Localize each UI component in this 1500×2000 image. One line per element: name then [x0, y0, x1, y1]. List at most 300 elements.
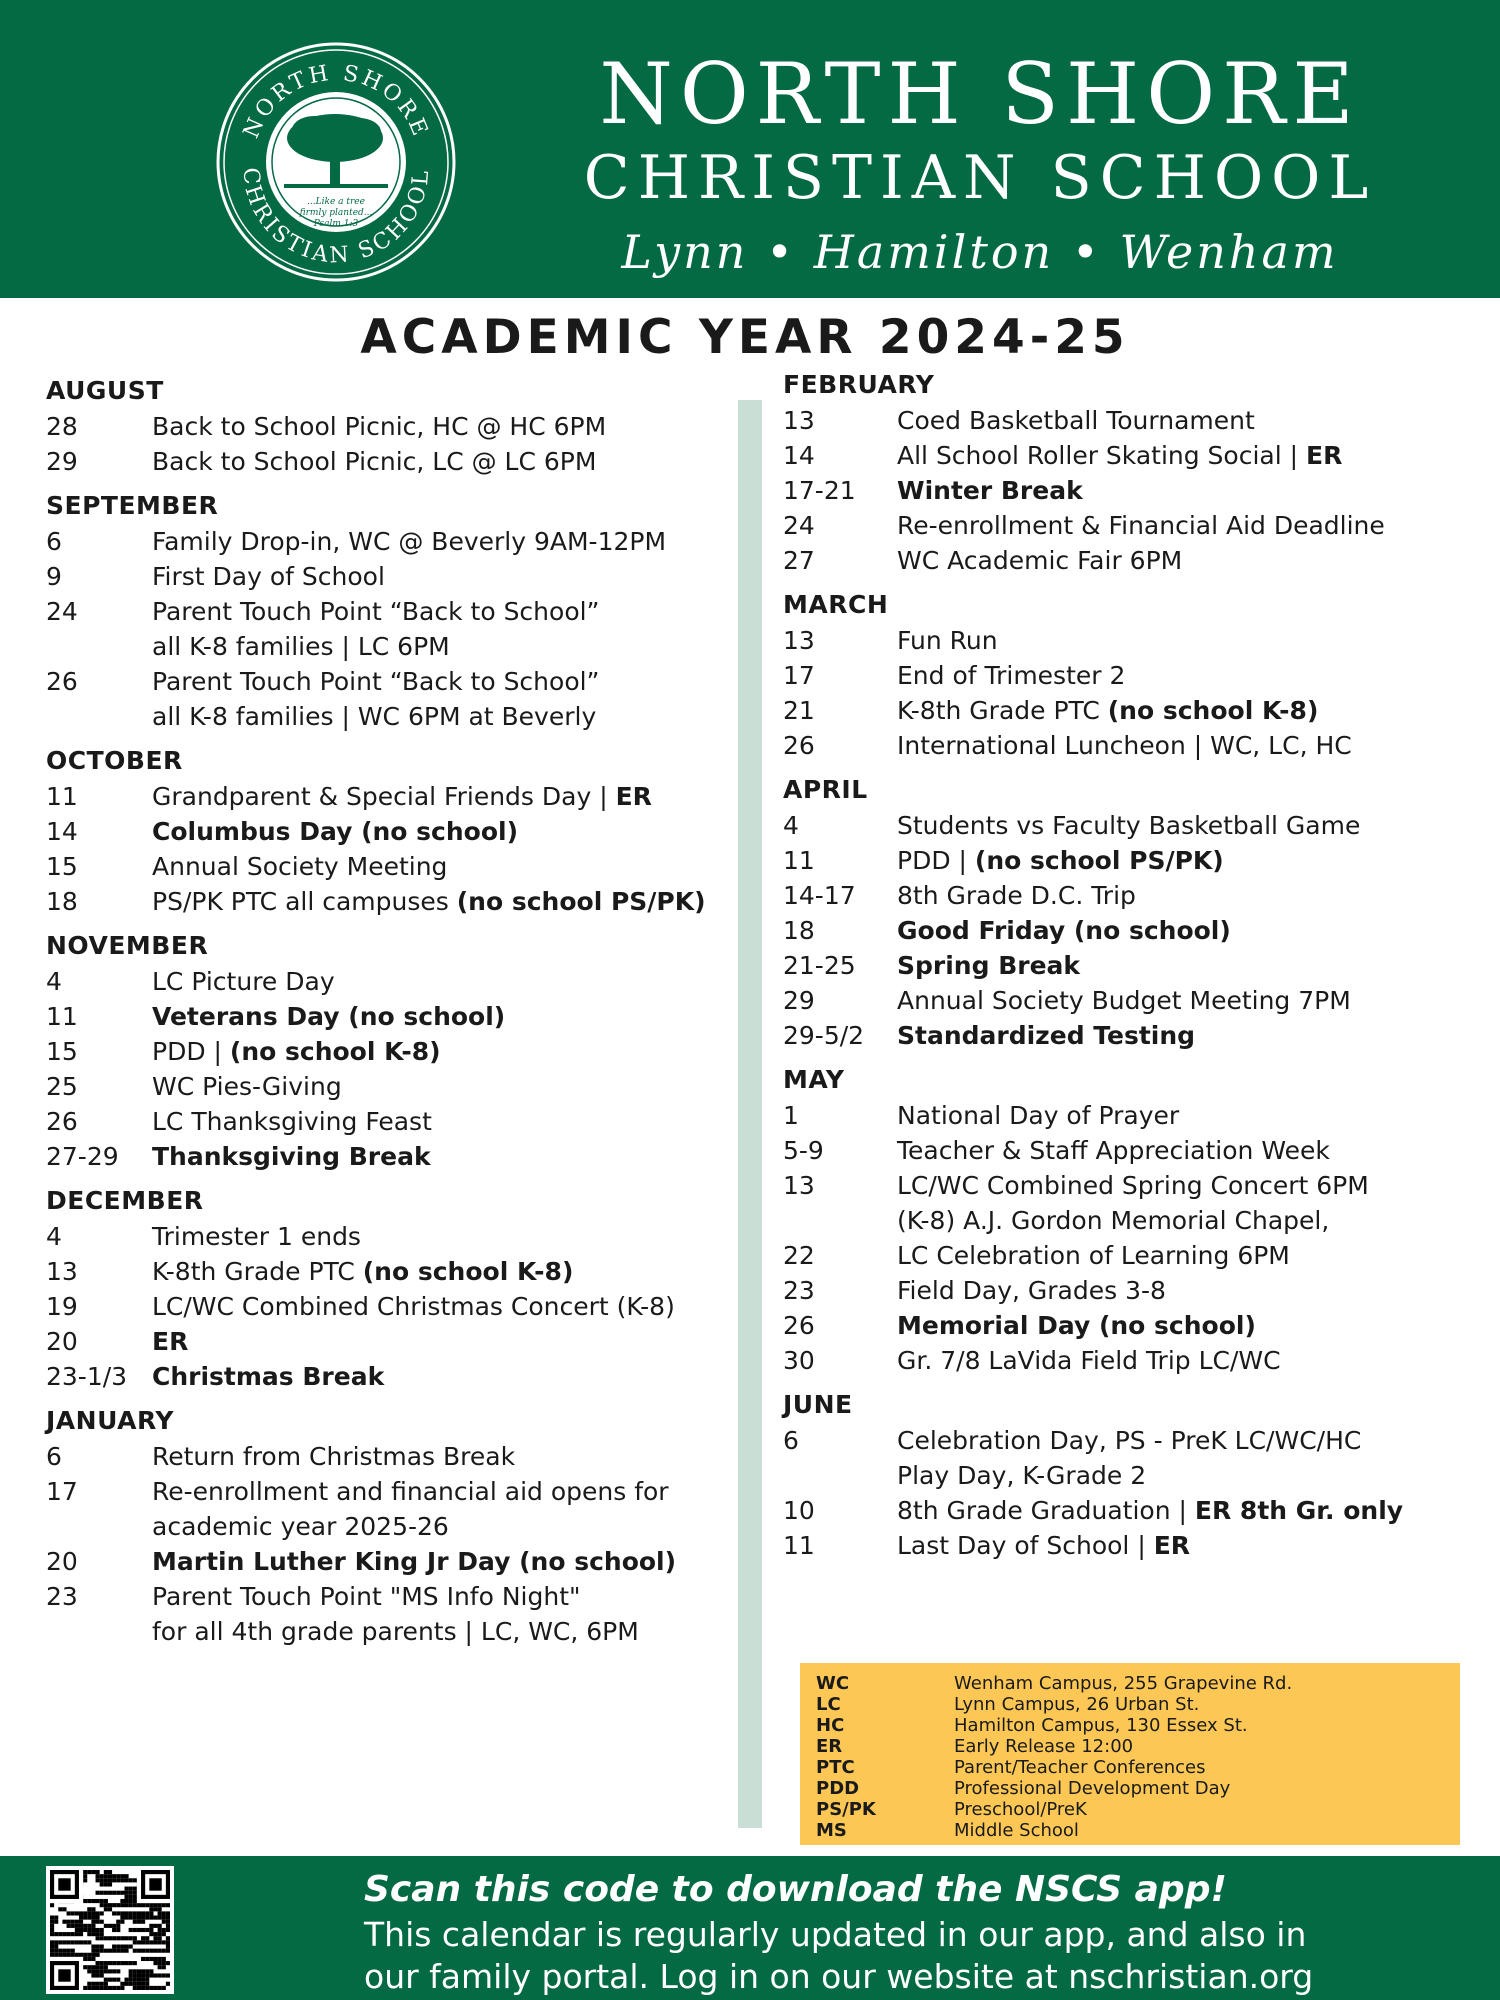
event-text-line [897, 508, 1473, 543]
event-text: LC/WC Combined Christmas Concert (K-8) [152, 1292, 675, 1321]
school-name [500, 44, 1460, 292]
event-date: 13 [46, 1257, 78, 1286]
calendar-event [783, 913, 1473, 948]
event-description [152, 1474, 736, 1544]
calendar-event [783, 948, 1473, 983]
legend-key: PTC [816, 1757, 855, 1778]
event-text-line [897, 1423, 1473, 1458]
event-text-line [152, 884, 736, 919]
legend-row [816, 1736, 1444, 1757]
calendar-event [46, 1324, 736, 1359]
legend-key: WC [816, 1673, 850, 1694]
event-description [152, 559, 736, 594]
event-description [897, 728, 1473, 763]
school-name-line2: CHRISTIAN SCHOOL [583, 143, 1377, 213]
calendar-event [46, 849, 736, 884]
event-description [152, 444, 736, 479]
event-text-line2: for all 4th grade parents | LC, WC, 6PM [152, 1617, 639, 1646]
event-date: 5-9 [783, 1136, 824, 1165]
event-text-line [152, 1359, 736, 1394]
event-text-line [152, 779, 736, 814]
calendar-left-column [46, 376, 736, 1649]
event-text-line [152, 1139, 736, 1174]
event-description [897, 1423, 1473, 1493]
event-description [897, 1133, 1473, 1168]
event-text: LC/WC Combined Spring Concert 6PM [897, 1171, 1369, 1200]
month-heading: MARCH [783, 590, 889, 619]
event-description [152, 779, 736, 814]
campus-list: Lynn • Hamilton • Wenham [621, 225, 1339, 279]
event-date: 24 [46, 597, 78, 626]
event-date: 4 [783, 811, 799, 840]
event-text-line [152, 1474, 736, 1509]
event-description [152, 1104, 736, 1139]
calendar-event [783, 1018, 1473, 1053]
event-description [897, 1308, 1473, 1343]
calendar-event [783, 1168, 1473, 1238]
event-date: 6 [46, 1442, 62, 1471]
event-description [152, 1324, 736, 1359]
calendar-event [46, 1139, 736, 1174]
page-title: ACADEMIC YEAR 2024-25 [360, 310, 1130, 365]
event-description [897, 913, 1473, 948]
legend-row [816, 1694, 1444, 1715]
event-description [152, 664, 736, 734]
calendar-event [783, 473, 1473, 508]
event-date: 11 [783, 1531, 815, 1560]
event-text-bold: (no school K-8) [229, 1037, 441, 1066]
event-date: 25 [46, 1072, 78, 1101]
legend-key: LC [816, 1694, 841, 1715]
event-date: 6 [783, 1426, 799, 1455]
calendar-event [783, 543, 1473, 578]
event-description [152, 1579, 736, 1649]
event-date: 17 [783, 661, 815, 690]
event-text: Parent Touch Point "MS Info Night" [152, 1582, 581, 1611]
event-text-line [152, 594, 736, 629]
footer-text [364, 1866, 1484, 1998]
legend-key: HC [816, 1715, 845, 1736]
event-text-line [152, 1219, 736, 1254]
event-description [897, 1493, 1473, 1528]
svg-text:Psalm 1:3: Psalm 1:3 [313, 219, 359, 229]
event-description [152, 964, 736, 999]
calendar-event [46, 1544, 736, 1579]
month-heading: JUNE [783, 1390, 853, 1419]
event-description [152, 1359, 736, 1394]
event-text-line [897, 1098, 1473, 1133]
legend-row [816, 1799, 1444, 1820]
event-description [152, 1544, 736, 1579]
event-date: 9 [46, 562, 62, 591]
event-text-line2: all K-8 families | WC 6PM at Beverly [152, 702, 597, 731]
event-date: 29-5/2 [783, 1021, 865, 1050]
event-description [152, 1069, 736, 1104]
calendar-event [46, 814, 736, 849]
qr-code-icon[interactable] [46, 1866, 174, 1994]
event-date: 15 [46, 1037, 78, 1066]
event-date: 10 [783, 1496, 815, 1525]
event-text: All School Roller Skating Social | [897, 441, 1306, 470]
event-text-line [897, 473, 1473, 508]
event-text-bold: ER [615, 782, 652, 811]
event-text-bold: ER [1153, 1531, 1191, 1560]
event-text-line [152, 849, 736, 884]
event-text-line [897, 1018, 1473, 1053]
event-text-line [897, 1168, 1473, 1203]
event-date: 14 [46, 817, 78, 846]
event-text-bold: (no school K-8) [1107, 696, 1319, 725]
event-description [897, 623, 1473, 658]
event-text-line [897, 1273, 1473, 1308]
event-text-line [897, 728, 1473, 763]
event-text: Family Drop-in, WC @ Beverly 9AM-12PM [152, 527, 667, 556]
column-divider [738, 400, 762, 1828]
event-date: 14 [783, 441, 815, 470]
calendar-event [783, 1493, 1473, 1528]
event-date: 13 [783, 626, 815, 655]
legend-value: Parent/Teacher Conferences [954, 1757, 1206, 1778]
legend-row [816, 1778, 1444, 1799]
event-text: International Luncheon | WC, LC, HC [897, 731, 1352, 760]
legend-key: ER [816, 1736, 843, 1757]
app-download-headline: Scan this code to download the NSCS app! [364, 1869, 1227, 1910]
legend-value: Early Release 12:00 [954, 1736, 1134, 1757]
calendar-event [46, 964, 736, 999]
month-heading: NOVEMBER [46, 931, 209, 960]
event-date: 15 [46, 852, 78, 881]
calendar-event [46, 1359, 736, 1394]
event-text-bold: (no school PS/PK) [456, 887, 706, 916]
event-text: WC Pies-Giving [152, 1072, 342, 1101]
calendar-right-column [783, 370, 1473, 1563]
event-description [897, 983, 1473, 1018]
month-heading: FEBRUARY [783, 370, 935, 399]
legend-row [816, 1757, 1444, 1778]
month-heading: MAY [783, 1065, 845, 1094]
calendar-event [783, 508, 1473, 543]
calendar-event [783, 1098, 1473, 1133]
calendar-event [46, 559, 736, 594]
event-date: 20 [46, 1327, 78, 1356]
calendar-event [783, 843, 1473, 878]
calendar-event [783, 693, 1473, 728]
event-date: 6 [46, 527, 62, 556]
event-date: 1 [783, 1101, 799, 1130]
event-description [152, 1439, 736, 1474]
event-date: 18 [46, 887, 78, 916]
event-text: Grandparent & Special Friends Day | [152, 782, 616, 811]
event-text-line [897, 1133, 1473, 1168]
event-text-line [897, 983, 1473, 1018]
event-description [152, 1034, 736, 1069]
event-text-line [897, 1238, 1473, 1273]
event-text-bold: Winter Break [897, 476, 1083, 505]
event-description [897, 403, 1473, 438]
svg-text:CHRISTIAN SCHOOL: CHRISTIAN SCHOOL [237, 166, 435, 269]
event-description [152, 849, 736, 884]
calendar-event [46, 1034, 736, 1069]
event-description [897, 693, 1473, 728]
event-text-line [152, 409, 736, 444]
event-text-line [897, 843, 1473, 878]
event-text: LC Thanksgiving Feast [152, 1107, 432, 1136]
event-text-line [897, 1493, 1473, 1528]
event-description [152, 1254, 736, 1289]
event-date: 4 [46, 1222, 62, 1251]
event-text: K-8th Grade PTC [897, 696, 1108, 725]
event-text-bold: Veterans Day (no school) [152, 1002, 506, 1031]
calendar-event [783, 1343, 1473, 1378]
month-heading: OCTOBER [46, 746, 183, 775]
footer-banner [0, 1856, 1500, 2000]
event-text: WC Academic Fair 6PM [897, 546, 1183, 575]
calendar-event [46, 1289, 736, 1324]
event-date: 28 [46, 412, 78, 441]
event-text: Return from Christmas Break [152, 1442, 516, 1471]
event-date: 24 [783, 511, 815, 540]
event-text-line [152, 964, 736, 999]
event-text-line [897, 403, 1473, 438]
event-description [897, 508, 1473, 543]
event-date: 26 [46, 667, 78, 696]
event-description [897, 543, 1473, 578]
event-text-line [152, 1104, 736, 1139]
event-text-line [897, 1343, 1473, 1378]
event-text: Re-enrollment & Financial Aid Deadline [897, 511, 1385, 540]
event-description [897, 878, 1473, 913]
calendar-event [783, 983, 1473, 1018]
event-text: Trimester 1 ends [152, 1222, 361, 1251]
event-description [152, 999, 736, 1034]
event-date: 17-21 [783, 476, 856, 505]
event-text-line2: Play Day, K-Grade 2 [897, 1461, 1147, 1490]
event-text-bold: ER [1306, 441, 1343, 470]
event-text: Field Day, Grades 3-8 [897, 1276, 1166, 1305]
legend-value: Hamilton Campus, 130 Essex St. [954, 1715, 1248, 1736]
event-description [152, 524, 736, 559]
calendar-event [46, 884, 736, 919]
event-date: 23 [783, 1276, 815, 1305]
calendar-event [783, 1133, 1473, 1168]
event-date: 26 [783, 731, 815, 760]
event-text-line [152, 1254, 736, 1289]
event-description [152, 1219, 736, 1254]
calendar-event [46, 1474, 736, 1544]
calendar-event [783, 1528, 1473, 1563]
event-description [897, 658, 1473, 693]
legend-key: MS [816, 1820, 847, 1841]
event-description [897, 1168, 1473, 1238]
calendar-event [46, 779, 736, 814]
event-text-bold: Standardized Testing [897, 1021, 1196, 1050]
calendar-event [46, 1579, 736, 1649]
footer-line-1: This calendar is regularly updated in our app, and also in [364, 1915, 1307, 1954]
event-date: 27 [783, 546, 815, 575]
event-text: Parent Touch Point “Back to School” [152, 667, 600, 696]
event-text-line [897, 948, 1473, 983]
calendar-event [46, 999, 736, 1034]
event-text: Last Day of School | [897, 1531, 1154, 1560]
calendar-event [783, 1238, 1473, 1273]
event-date: 19 [46, 1292, 78, 1321]
event-text-line [152, 1289, 736, 1324]
calendar-event [46, 594, 736, 664]
event-date: 4 [46, 967, 62, 996]
calendar-event [783, 878, 1473, 913]
month-heading: DECEMBER [46, 1186, 204, 1215]
event-text-line [152, 1324, 736, 1359]
event-text: 8th Grade D.C. Trip [897, 881, 1136, 910]
calendar-event [46, 444, 736, 479]
event-text-bold: ER [152, 1327, 189, 1356]
event-text-bold: Spring Break [897, 951, 1081, 980]
svg-text:NORTH SHORE: NORTH SHORE [238, 60, 434, 142]
event-text-line [897, 438, 1473, 473]
event-text-line [897, 693, 1473, 728]
calendar-event [46, 1104, 736, 1139]
legend-value: Middle School [954, 1820, 1079, 1841]
svg-text:...Like a tree: ...Like a tree [307, 197, 365, 207]
event-text-bold: (no school PS/PK) [974, 846, 1224, 875]
event-date: 30 [783, 1346, 815, 1375]
event-description [897, 1273, 1473, 1308]
calendar-event [46, 664, 736, 734]
event-text: K-8th Grade PTC [152, 1257, 363, 1286]
event-text-bold: Martin Luther King Jr Day (no school) [152, 1547, 677, 1576]
month-heading: JANUARY [46, 1406, 174, 1435]
event-description [897, 948, 1473, 983]
event-text: PS/PK PTC all campuses [152, 887, 457, 916]
calendar-event [46, 1439, 736, 1474]
event-text: LC Celebration of Learning 6PM [897, 1241, 1290, 1270]
event-date: 23 [46, 1582, 78, 1611]
event-description [152, 409, 736, 444]
event-date: 29 [783, 986, 815, 1015]
event-text-line2: all K-8 families | LC 6PM [152, 632, 450, 661]
event-text: Students vs Faculty Basketball Game [897, 811, 1361, 840]
event-text-bold: Memorial Day (no school) [897, 1311, 1256, 1340]
calendar-event [783, 808, 1473, 843]
event-text-line2: (K-8) A.J. Gordon Memorial Chapel, [897, 1206, 1330, 1235]
event-text-line [152, 524, 736, 559]
event-text-line [152, 444, 736, 479]
legend-row [816, 1673, 1444, 1694]
event-date: 11 [46, 1002, 78, 1031]
calendar-event [46, 1219, 736, 1254]
event-text-line [897, 623, 1473, 658]
event-date: 26 [46, 1107, 78, 1136]
event-text: Parent Touch Point “Back to School” [152, 597, 600, 626]
event-date: 22 [783, 1241, 815, 1270]
calendar-event [46, 1069, 736, 1104]
event-text: Annual Society Meeting [152, 852, 448, 881]
event-text: First Day of School [152, 562, 385, 591]
event-date: 21 [783, 696, 815, 725]
event-text: End of Trimester 2 [897, 661, 1126, 690]
calendar-event [783, 1423, 1473, 1493]
event-text: PDD | [897, 846, 975, 875]
event-description [152, 1139, 736, 1174]
event-text-line2: academic year 2025-26 [152, 1512, 449, 1541]
svg-text:firmly planted...: firmly planted... [299, 208, 373, 218]
event-description [152, 1289, 736, 1324]
event-text-line [897, 878, 1473, 913]
event-text: 8th Grade Graduation | [897, 1496, 1195, 1525]
event-description [897, 438, 1473, 473]
event-date: 20 [46, 1547, 78, 1576]
event-text-line [152, 1069, 736, 1104]
calendar-event [783, 623, 1473, 658]
event-text-line [152, 1439, 736, 1474]
month-heading: APRIL [783, 775, 868, 804]
event-description [897, 1018, 1473, 1053]
event-text: Annual Society Budget Meeting 7PM [897, 986, 1351, 1015]
event-text-line [152, 1034, 736, 1069]
calendar-event [783, 403, 1473, 438]
event-description [897, 808, 1473, 843]
abbreviation-legend [800, 1663, 1460, 1845]
event-text: Gr. 7/8 LaVida Field Trip LC/WC [897, 1346, 1281, 1375]
legend-value: Preschool/PreK [954, 1799, 1087, 1820]
event-text: Back to School Picnic, HC @ HC 6PM [152, 412, 607, 441]
legend-key: PDD [816, 1778, 860, 1799]
event-text: LC Picture Day [152, 967, 335, 996]
event-text-line [897, 913, 1473, 948]
event-date: 29 [46, 447, 78, 476]
header-banner [0, 0, 1500, 298]
event-date: 21-25 [783, 951, 856, 980]
event-description [897, 1238, 1473, 1273]
event-text-line [152, 814, 736, 849]
event-text: Celebration Day, PS - PreK LC/WC/HC [897, 1426, 1362, 1455]
calendar-event [783, 1273, 1473, 1308]
event-text-line [897, 1528, 1473, 1563]
event-text: Fun Run [897, 626, 998, 655]
event-text-bold: Christmas Break [152, 1362, 385, 1391]
event-date: 27-29 [46, 1142, 119, 1171]
event-description [897, 1528, 1473, 1563]
footer-line-2: our family portal. Log in on our website at nschristian.org [364, 1957, 1314, 1996]
calendar-event [46, 524, 736, 559]
event-text-line [152, 664, 736, 699]
event-text-bold: ER 8th Gr. only [1194, 1496, 1404, 1525]
event-text-line [152, 1544, 736, 1579]
event-description [897, 843, 1473, 878]
legend-row [816, 1715, 1444, 1736]
legend-value: Lynn Campus, 26 Urban St. [954, 1694, 1200, 1715]
legend-value: Wenham Campus, 255 Grapevine Rd. [954, 1673, 1293, 1694]
event-text-line [152, 1579, 736, 1614]
event-text: National Day of Prayer [897, 1101, 1180, 1130]
legend-row [816, 1820, 1444, 1841]
event-text-bold: (no school K-8) [362, 1257, 574, 1286]
event-text: Re-enrollment and financial aid opens for [152, 1477, 669, 1506]
calendar-event [783, 1308, 1473, 1343]
legend-value: Professional Development Day [954, 1778, 1231, 1799]
event-text-bold: Columbus Day (no school) [152, 817, 519, 846]
event-text: PDD | [152, 1037, 230, 1066]
event-date: 11 [783, 846, 815, 875]
calendar-event [783, 658, 1473, 693]
event-description [152, 594, 736, 664]
event-description [897, 1343, 1473, 1378]
event-date: 11 [46, 782, 78, 811]
legend-key: PS/PK [816, 1799, 876, 1820]
event-date: 18 [783, 916, 815, 945]
event-text-line [897, 1308, 1473, 1343]
month-heading: AUGUST [46, 376, 164, 405]
